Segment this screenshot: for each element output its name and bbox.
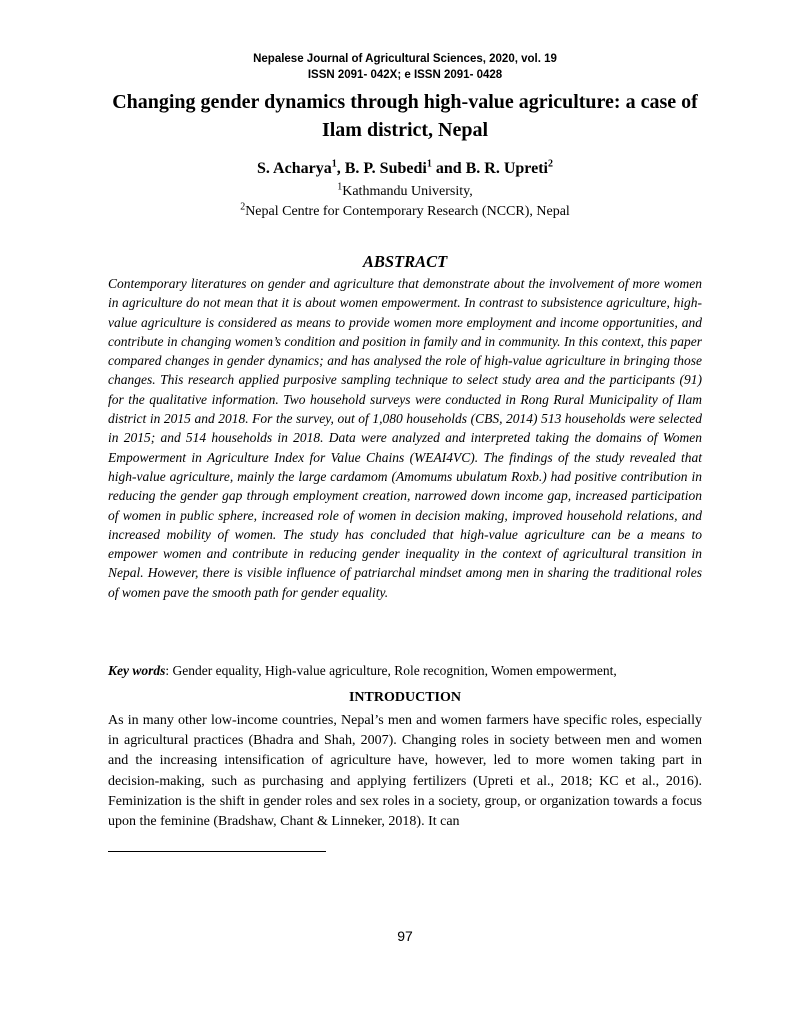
paper-title: Changing gender dynamics through high-value agriculture: a case of Ilam district, Nepal [112, 91, 698, 141]
affiliation-mark: 2 [240, 201, 246, 213]
keywords-line [108, 661, 702, 680]
author-separator: , [336, 160, 345, 177]
author-separator: and [431, 160, 466, 177]
issn-line: ISSN 2091- 042X; e ISSN 2091- 0428 [307, 69, 503, 81]
affiliation-1 [0, 181, 810, 200]
introduction-heading: INTRODUCTION [348, 690, 461, 705]
author-name: B. P. Subedi [344, 160, 427, 177]
keywords-text: : Gender equality, High-value agriculture, Role recognition, Women empowerment, [165, 663, 617, 678]
affiliation-2 [0, 201, 810, 220]
author-affiliation-mark: 2 [547, 158, 553, 170]
affiliation-text: Nepal Centre for Contemporary Research (NCCR), Nepal [245, 204, 570, 219]
author-affiliation-mark: 1 [426, 158, 432, 170]
author-affiliation-mark: 1 [331, 158, 337, 170]
author-name: S. Acharya [257, 160, 332, 177]
abstract-heading: ABSTRACT [362, 252, 448, 271]
footnote-divider [108, 851, 326, 852]
abstract-text: Contemporary literatures on gender and agriculture that demonstrate about the involvement of more women in agriculture do not mean that it is about women empowerment. In contrast to subsistence agriculture, high-value agriculture is considered as means to provide women more employment and income opportunities, and contribute in changing women’s condition and position in family and in community. In this context, this paper compared changes in gender dynamics; and has analysed the role of high-value agriculture in bringing those changes. This research applied purposive sampling technique to select study area and the participants (91) for the qualitative information. Two household surveys were conducted in Rong Rural Municipality of Ilam district in 2015 and 2018. For the survey, out of 1,080 households (CBS, 2014) 513 households were selected in 2015; and 514 households in 2018. Data were analyzed and interpreted taking the domains of Women Empowerment in Agriculture Index for Value Chains (WEAI4VC). The findings of the study revealed that high-value agriculture, mainly the large cardamom (Amomums ubulatum Roxb.) had positive contribution in reducing the gender gap through employment creation, narrowed down income gap, increased participation of women in public sphere, increased role of women in decision making, improved household relations, and increased mobility of women. The study has concluded that high-value agriculture can be a means to empower women and contribute in reducing gender inequality in the context of agricultural transition in Nepal. However, there is visible influence of patriarchal mindset among men in sharing the traditional roles of women pave the smooth path for gender equality. [108, 276, 702, 600]
affiliation-text: Kathmandu University, [342, 184, 473, 199]
author-name: B. R. Upreti [465, 160, 548, 177]
affiliation-mark: 1 [337, 181, 343, 193]
page-number: 97 [397, 928, 413, 944]
journal-name: Nepalese Journal of Agricultural Sciences, 2020, vol. 19 [253, 53, 557, 65]
author-list [0, 160, 810, 178]
keywords-label: Key words [108, 663, 166, 678]
introduction-text: As in many other low-income countries, Nepal’s men and women farmers have specific roles, especially in agricultural practices (Bhadra and Shah, 2007). Changing roles in society between men and women and the increasing intensification of agriculture have, however, led to more women taking part in decision-making, such as purchasing and applying fertilizers (Upreti et al., 2018; KC et al., 2016). Feminization is the shift in gender roles and sex roles in a society, group, or organization towards a focus upon the feminine (Bradshaw, Chant & Linneker, 2018). It can [108, 713, 702, 830]
